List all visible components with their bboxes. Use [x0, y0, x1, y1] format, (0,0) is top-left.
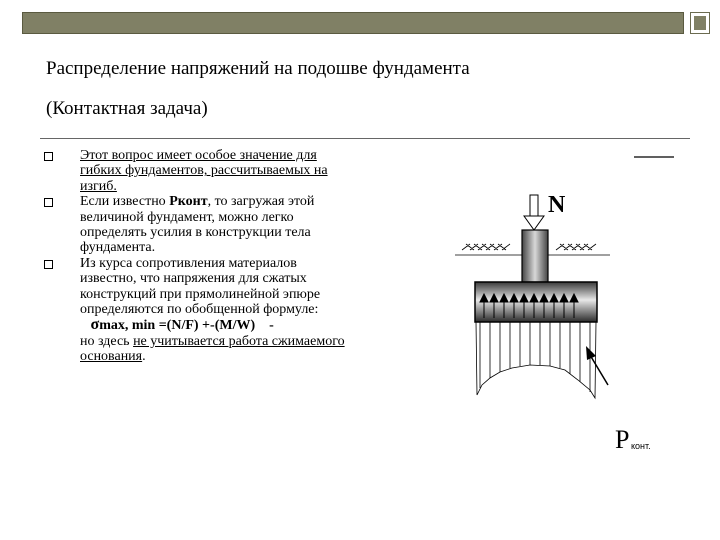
pressure-label-sub: конт. [631, 441, 651, 451]
bullet-3-text: Из курса сопротивления материалов известно, что напряжения для сжатых конструкций при прямолинейной эпюре определяются по обобщенной формуле: [80, 255, 321, 318]
bullet-2-post: , то загружая этой величиной фундамент, можно легко определять усилия в конструкции тела фундамента. [80, 194, 315, 256]
bullet-text-1: Этот вопрос имеет особое значение для гибких фундаментов, рассчитываемых на изгиб. [80, 148, 328, 194]
contact-pressure-diagram [476, 322, 596, 398]
foundation-column [522, 230, 548, 282]
pointer-arrow-icon [586, 346, 608, 385]
pressure-label: P [615, 425, 630, 454]
load-arrow-icon [524, 195, 544, 230]
load-label: N [548, 192, 566, 218]
bullet-3-underlined: не учитывается работа сжимаемого основания [80, 333, 345, 365]
bullet-3-end: . [142, 349, 146, 365]
slide-subtitle: (Контактная задача) [46, 98, 208, 119]
stress-formula: max, min =(N/F) +-(M/W) [99, 318, 256, 334]
bullet-2-mid: т [200, 194, 208, 210]
formula-dash: - [269, 318, 274, 334]
bullet-2-bold: Ркон [169, 194, 201, 210]
bullet-3-pre: но здесь [80, 333, 134, 349]
sigma-symbol: σ [90, 316, 100, 334]
bullet-2-pre: Если известно [80, 194, 170, 210]
slide-title: Распределение напряжений на подошве фундамента [46, 58, 470, 79]
